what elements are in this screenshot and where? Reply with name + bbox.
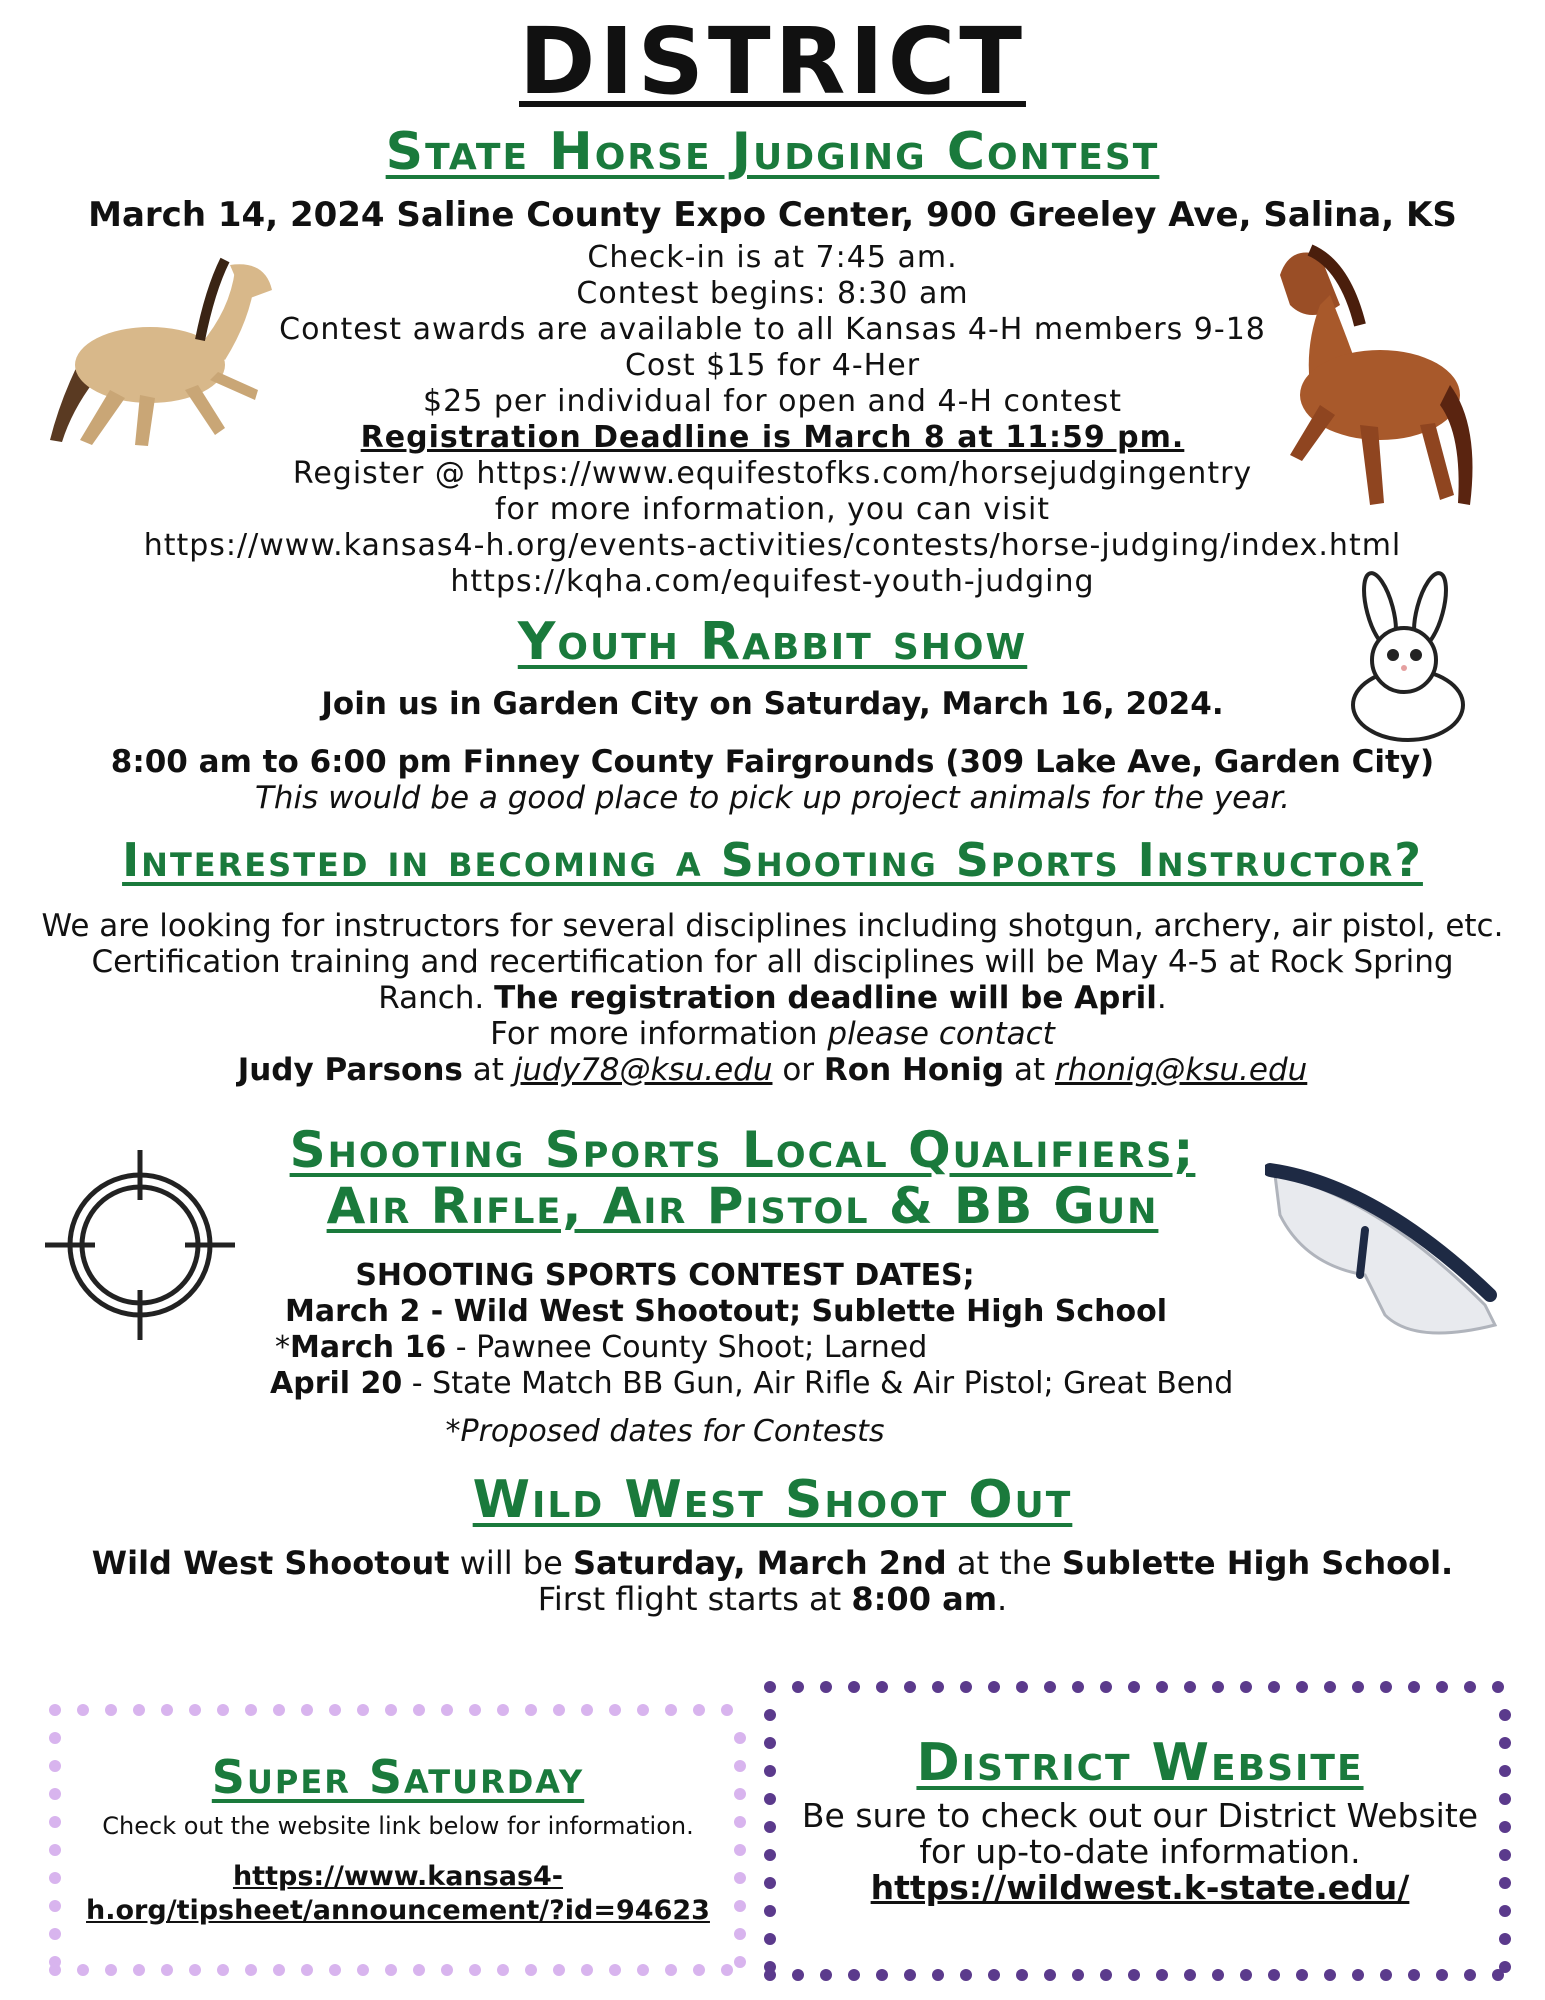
left-border-dot bbox=[553, 1964, 565, 1976]
left-border-dot bbox=[301, 1964, 313, 1976]
contact-or: or bbox=[782, 1052, 815, 1088]
contact2-name: Ron Honig bbox=[823, 1052, 1005, 1088]
right-border-dot bbox=[1499, 1905, 1511, 1917]
super-link-line1[interactable]: https://www.kansas4- bbox=[232, 1861, 564, 1892]
right-border-dot bbox=[960, 1969, 972, 1981]
ww-date: Saturday, March 2nd bbox=[572, 1544, 947, 1582]
qualifiers-heading-line1: Shooting Sports Local Qualifiers; bbox=[289, 1121, 1196, 1179]
rabbit-details bbox=[0, 686, 1545, 816]
right-border-dot bbox=[1268, 1681, 1280, 1693]
left-border-dot bbox=[161, 1704, 173, 1716]
left-border-dot bbox=[441, 1704, 453, 1716]
super-saturday-text: Check out the website link below for information. bbox=[102, 1812, 694, 1840]
date3-date: April 20 bbox=[270, 1366, 403, 1401]
date2-star: * bbox=[275, 1330, 290, 1365]
left-border-dot bbox=[189, 1704, 201, 1716]
right-border-dot bbox=[792, 1681, 804, 1693]
proposed-dates-note: *Proposed dates for Contests bbox=[445, 1414, 885, 1449]
right-border-dot bbox=[1044, 1969, 1056, 1981]
right-border-dot bbox=[988, 1969, 1000, 1981]
super-link-line2[interactable]: h.org/tipsheet/announcement/?id=94623 bbox=[86, 1895, 710, 1926]
right-border-dot bbox=[1492, 1681, 1504, 1693]
left-border-dot bbox=[734, 1844, 746, 1856]
left-border-dot bbox=[161, 1964, 173, 1976]
left-border-dot bbox=[189, 1964, 201, 1976]
right-border-dot bbox=[1184, 1681, 1196, 1693]
left-border-dot bbox=[497, 1964, 509, 1976]
right-border-dot bbox=[1044, 1681, 1056, 1693]
right-border-dot bbox=[1499, 1933, 1511, 1945]
right-border-dot bbox=[1499, 1709, 1511, 1721]
super-saturday-heading: Super Saturday bbox=[211, 1750, 585, 1804]
rabbit-time-location: 8:00 am to 6:00 pm Finney County Fairgrounds (309 Lake Ave, Garden City) bbox=[110, 744, 1435, 780]
right-border-dot bbox=[1296, 1681, 1308, 1693]
left-border-dot bbox=[469, 1964, 481, 1976]
left-border-dot bbox=[217, 1964, 229, 1976]
right-border-dot bbox=[764, 1905, 776, 1917]
right-border-dot bbox=[848, 1681, 860, 1693]
horse-judging-details bbox=[0, 240, 1545, 600]
left-border-dot bbox=[329, 1964, 341, 1976]
right-border-dot bbox=[1352, 1681, 1364, 1693]
left-border-dot bbox=[357, 1964, 369, 1976]
district-website-link[interactable]: https://wildwest.k-state.edu/ bbox=[870, 1868, 1410, 1907]
right-border-dot bbox=[1296, 1969, 1308, 1981]
more-info-line bbox=[40, 1016, 1505, 1052]
right-border-dot bbox=[1156, 1681, 1168, 1693]
contest-begins: Contest begins: 8:30 am bbox=[576, 276, 969, 311]
left-border-dot bbox=[734, 1732, 746, 1744]
ww-text2: at the bbox=[946, 1544, 1062, 1582]
instructor-period: . bbox=[1156, 980, 1167, 1016]
right-border-dot bbox=[1072, 1681, 1084, 1693]
page-title: DISTRICT bbox=[519, 8, 1026, 115]
right-border-dot bbox=[1128, 1681, 1140, 1693]
right-border-dot bbox=[932, 1681, 944, 1693]
right-border-dot bbox=[1464, 1681, 1476, 1693]
right-border-dot bbox=[1324, 1681, 1336, 1693]
left-border-dot bbox=[581, 1704, 593, 1716]
date3-desc: - State Match BB Gun, Air Rifle & Air Pistol; Great Bend bbox=[402, 1366, 1234, 1401]
left-border-dot bbox=[357, 1704, 369, 1716]
left-border-dot bbox=[301, 1704, 313, 1716]
left-border-dot bbox=[609, 1704, 621, 1716]
instructor-text: We are looking for instructors for several disciplines including shotgun, archery, air pistol, etc. Certification training and recertification for all disciplines will be May 4-5 at Rock Spring Ranch. bbox=[41, 908, 1504, 1016]
left-border-dot bbox=[329, 1704, 341, 1716]
right-border-dot bbox=[1212, 1969, 1224, 1981]
left-border-dot bbox=[665, 1964, 677, 1976]
left-border-dot bbox=[553, 1704, 565, 1716]
right-border-dot bbox=[1128, 1969, 1140, 1981]
left-border-dot bbox=[77, 1704, 89, 1716]
left-border-dot bbox=[49, 1704, 61, 1716]
district-website-details bbox=[770, 1798, 1510, 1906]
left-border-dot bbox=[133, 1964, 145, 1976]
right-border-dot bbox=[904, 1969, 916, 1981]
right-border-dot bbox=[1156, 1969, 1168, 1981]
qualifiers-heading bbox=[0, 1122, 1485, 1234]
checkin-time: Check-in is at 7:45 am. bbox=[587, 240, 958, 275]
cost-4her: Cost $15 for 4-Her bbox=[624, 348, 921, 383]
right-border-dot bbox=[1016, 1969, 1028, 1981]
ww-location: Sublette High School. bbox=[1061, 1544, 1454, 1582]
left-border-dot bbox=[49, 1928, 61, 1940]
date2-desc: - Pawnee County Shoot; Larned bbox=[446, 1330, 928, 1365]
contact1-at: at bbox=[472, 1052, 504, 1088]
left-border-dot bbox=[441, 1964, 453, 1976]
contact2-at: at bbox=[1013, 1052, 1046, 1088]
shooting-instructor-heading: Interested in becoming a Shooting Sports Instructor? bbox=[122, 833, 1423, 887]
right-border-dot bbox=[1212, 1681, 1224, 1693]
right-border-dot bbox=[848, 1969, 860, 1981]
left-border-dot bbox=[734, 1956, 746, 1968]
right-border-dot bbox=[1184, 1969, 1196, 1981]
shooting-instructor-details bbox=[40, 908, 1505, 1088]
right-border-dot bbox=[960, 1681, 972, 1693]
horse-judging-heading: State Horse Judging Contest bbox=[385, 122, 1160, 182]
please-contact: please contact bbox=[827, 1016, 1055, 1052]
right-border-dot bbox=[764, 1681, 776, 1693]
left-border-dot bbox=[105, 1704, 117, 1716]
contest-dates bbox=[270, 1258, 1300, 1450]
right-border-dot bbox=[1324, 1969, 1336, 1981]
right-border-dot bbox=[1240, 1681, 1252, 1693]
right-border-dot bbox=[1100, 1681, 1112, 1693]
register-link[interactable]: Register @ https://www.equifestofks.com/horsejudgingentry bbox=[292, 456, 1253, 491]
ww-text1: will be bbox=[449, 1544, 573, 1582]
horse-judging-date-location: March 14, 2024 Saline County Expo Center, 900 Greeley Ave, Salina, KS bbox=[88, 195, 1457, 235]
right-border-dot bbox=[1352, 1969, 1364, 1981]
date-wild-west: March 2 - Wild West Shootout; Sublette High School bbox=[285, 1294, 1168, 1329]
date2-date: March 16 bbox=[290, 1330, 447, 1365]
left-border-dot bbox=[105, 1964, 117, 1976]
youth-rabbit-heading: Youth Rabbit show bbox=[517, 612, 1028, 672]
district-website-heading: District Website bbox=[916, 1733, 1364, 1793]
contact2-email-link[interactable]: rhonig@ksu.edu bbox=[1054, 1052, 1308, 1088]
left-border-dot bbox=[637, 1964, 649, 1976]
district-text-line1: Be sure to check out our District Website bbox=[801, 1796, 1479, 1835]
instructor-deadline: The registration deadline will be April bbox=[494, 980, 1157, 1016]
right-border-dot bbox=[876, 1681, 888, 1693]
right-border-dot bbox=[1464, 1969, 1476, 1981]
cost-open: $25 per individual for open and 4-H contest bbox=[423, 384, 1122, 419]
ww-period: . bbox=[997, 1580, 1008, 1618]
right-border-dot bbox=[1240, 1969, 1252, 1981]
left-border-dot bbox=[637, 1704, 649, 1716]
super-saturday-link[interactable] bbox=[48, 1860, 748, 1928]
left-border-dot bbox=[609, 1964, 621, 1976]
contest-dates-title: SHOOTING SPORTS CONTEST DATES; bbox=[355, 1258, 975, 1293]
right-border-dot bbox=[1408, 1681, 1420, 1693]
right-border-dot bbox=[988, 1681, 1000, 1693]
qualifiers-heading-line2: Air Rifle, Air Pistol & BB Gun bbox=[326, 1177, 1159, 1235]
right-border-dot bbox=[904, 1681, 916, 1693]
left-border-dot bbox=[581, 1964, 593, 1976]
contact1-name: Judy Parsons bbox=[237, 1052, 463, 1088]
more-info-label: For more information bbox=[490, 1016, 818, 1052]
left-border-dot bbox=[693, 1964, 705, 1976]
wild-west-heading: Wild West Shoot Out bbox=[472, 1470, 1073, 1530]
left-border-dot bbox=[77, 1964, 89, 1976]
right-border-dot bbox=[1380, 1681, 1392, 1693]
right-border-dot bbox=[1268, 1969, 1280, 1981]
wild-west-details bbox=[70, 1545, 1475, 1617]
right-border-dot bbox=[764, 1709, 776, 1721]
left-border-dot bbox=[497, 1704, 509, 1716]
right-border-dot bbox=[1072, 1969, 1084, 1981]
contest-awards: Contest awards are available to all Kansas 4-H members 9-18 bbox=[279, 312, 1266, 347]
left-border-dot bbox=[721, 1704, 733, 1716]
right-border-dot bbox=[1499, 1961, 1511, 1973]
right-border-dot bbox=[1436, 1969, 1448, 1981]
right-border-dot bbox=[1100, 1969, 1112, 1981]
right-border-dot bbox=[1380, 1969, 1392, 1981]
left-border-dot bbox=[273, 1964, 285, 1976]
left-border-dot bbox=[413, 1704, 425, 1716]
right-border-dot bbox=[764, 1961, 776, 1973]
more-info-text: for more information, you can visit bbox=[494, 492, 1051, 527]
left-border-dot bbox=[721, 1964, 733, 1976]
right-border-dot bbox=[1016, 1681, 1028, 1693]
right-border-dot bbox=[932, 1969, 944, 1981]
right-border-dot bbox=[1408, 1969, 1420, 1981]
left-border-dot bbox=[245, 1964, 257, 1976]
left-border-dot bbox=[693, 1704, 705, 1716]
left-border-dot bbox=[49, 1732, 61, 1744]
right-border-dot bbox=[876, 1969, 888, 1981]
left-border-dot bbox=[217, 1704, 229, 1716]
rabbit-join-text: Join us in Garden City on Saturday, March 16, 2024. bbox=[321, 686, 1224, 722]
rabbit-note: This would be a good place to pick up project animals for the year. bbox=[254, 780, 1291, 816]
left-border-dot bbox=[385, 1964, 397, 1976]
left-border-dot bbox=[273, 1704, 285, 1716]
kansas4h-horse-link[interactable]: https://www.kansas4-h.org/events-activities/contests/horse-judging/index.html bbox=[143, 528, 1402, 563]
ww-time: 8:00 am bbox=[851, 1580, 998, 1618]
right-border-dot bbox=[820, 1969, 832, 1981]
left-border-dot bbox=[385, 1704, 397, 1716]
contact-line bbox=[40, 1052, 1505, 1088]
contact1-email-link[interactable]: judy78@ksu.edu bbox=[513, 1052, 773, 1088]
date-pawnee bbox=[270, 1330, 1300, 1366]
left-border-dot bbox=[665, 1704, 677, 1716]
district-text-line2: for up-to-date information. bbox=[919, 1832, 1361, 1871]
left-dotted-border bbox=[49, 1704, 746, 1976]
left-border-dot bbox=[49, 1844, 61, 1856]
left-border-dot bbox=[525, 1704, 537, 1716]
left-border-dot bbox=[413, 1964, 425, 1976]
right-border-dot bbox=[1436, 1681, 1448, 1693]
left-border-dot bbox=[469, 1704, 481, 1716]
ww-text3: First flight starts at bbox=[537, 1580, 852, 1618]
registration-deadline: Registration Deadline is March 8 at 11:59 pm. bbox=[360, 420, 1185, 455]
kqha-link[interactable]: https://kqha.com/equifest-youth-judging bbox=[450, 564, 1095, 599]
left-border-dot bbox=[245, 1704, 257, 1716]
left-border-dot bbox=[49, 1956, 61, 1968]
left-border-dot bbox=[133, 1704, 145, 1716]
date-state-match bbox=[270, 1366, 1300, 1402]
left-border-dot bbox=[734, 1928, 746, 1940]
right-border-dot bbox=[820, 1681, 832, 1693]
ww-event: Wild West Shootout bbox=[91, 1544, 450, 1582]
right-border-dot bbox=[792, 1969, 804, 1981]
right-border-dot bbox=[764, 1933, 776, 1945]
left-border-dot bbox=[525, 1964, 537, 1976]
